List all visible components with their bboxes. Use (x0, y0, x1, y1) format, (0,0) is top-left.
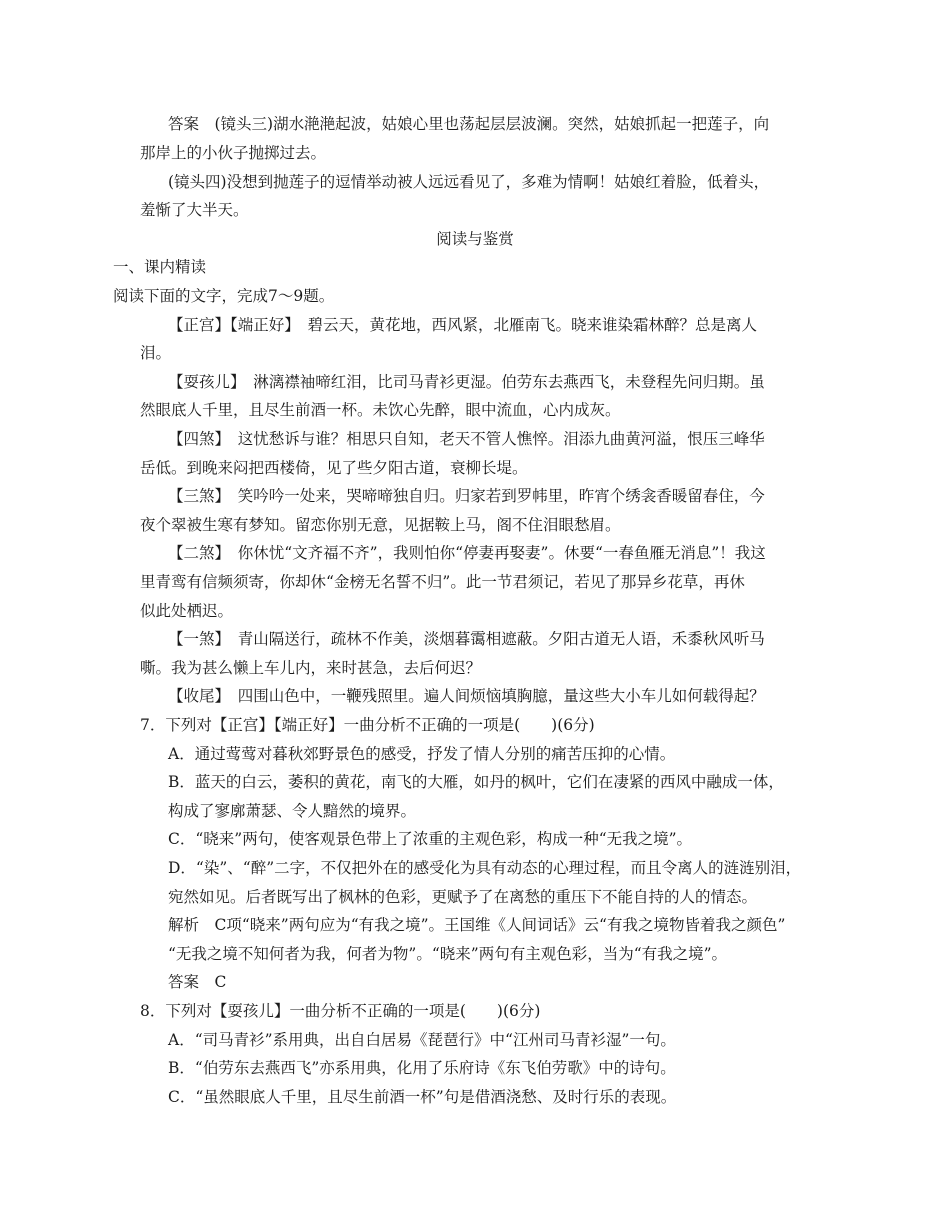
q7-answer: 答案 C (168, 973, 227, 991)
poem-line: 【一煞】 青山隔送行，疏林不作美，淡烟暮霭相遮蔽。夕阳古道无人语，禾黍秋风听马 (168, 630, 765, 648)
q7-option-d-cont: 宛然如见。后者既写出了枫林的色彩，更赋予了在离愁的重压下不能自持的人的情态。 (168, 888, 758, 906)
question-7-stem: 7．下列对【正宫】【端正好】一曲分析不正确的一项是( )(6分) (140, 716, 595, 734)
q7-option-c: C．“晓来”两句，使客观景色带上了浓重的主观色彩，构成一种“无我之境”。 (168, 830, 693, 848)
q7-option-a: A．通过莺莺对暮秋郊野景色的感受，抒发了情人分别的痛苦压抑的心情。 (168, 745, 676, 763)
q8-option-a: A．“司马青衫”系用典，出自白居易《琵琶行》中“江州司马青衫湿”一句。 (168, 1031, 676, 1049)
question-8-stem: 8．下列对【耍孩儿】一曲分析不正确的一项是( )(6分) (140, 1002, 541, 1020)
section-title: 阅读与鉴赏 (436, 230, 514, 248)
instruction: 阅读下面的文字，完成7～9题。 (113, 287, 335, 305)
q7-analysis: 解析 C项“晓来”两句应为“有我之境”。王国维《人间词话》云“有我之境物皆着我之颜色” (168, 916, 786, 934)
answer-line: 答案 (镜头三)湖水滟滟起波，姑娘心里也荡起层层波澜。突然，姑娘抓起一把莲子，向 (168, 115, 770, 133)
poem-line: 【收尾】 四围山色中，一鞭残照里。遍人间烦恼填胸臆，量这些大小车儿如何载得起？ (168, 687, 765, 705)
answer-line: 那岸上的小伙子抛掷过去。 (140, 144, 327, 162)
poem-line: 夜个翠被生寒有梦知。留恋你别无意，见据鞍上马，阁不住泪眼愁眉。 (140, 516, 621, 534)
poem-line: 嘶。我为甚么懒上车儿内，来时甚急，去后何迟？ (140, 659, 482, 677)
part-heading: 一、课内精读 (113, 258, 207, 276)
poem-line: 似此处栖迟。 (140, 602, 234, 620)
poem-line: 【四煞】 这忧愁诉与谁？相思只自知，老天不管人憔悴。泪添九曲黄河溢，恨压三峰华 (168, 430, 765, 448)
poem-line: 泪。 (140, 344, 172, 362)
q8-option-b: B．“伯劳东去燕西飞”亦系用典，化用了乐府诗《东飞伯劳歌》中的诗句。 (168, 1059, 676, 1077)
answer-line: (镜头四)没想到抛莲子的逗情举动被人远远看见了，多难为情啊！姑娘红着脸，低着头， (168, 173, 770, 191)
q7-option-b-cont: 构成了寥廓萧瑟、令人黯然的境界。 (168, 802, 417, 820)
answer-line: 羞惭了大半天。 (140, 201, 249, 219)
poem-line: 然眼底人千里，且尽生前酒一杯。未饮心先醉，眼中流血，心内成灰。 (140, 401, 621, 419)
q7-analysis-cont: “无我之境不知何者为我，何者为物”。“晓来”两句有主观色彩，当为“有我之境”。 (168, 945, 728, 963)
q7-option-d: D．“染”、“醉”二字，不仅把外在的感受化为具有动态的心理过程，而且令离人的涟涟别泪， (168, 859, 802, 877)
poem-line: 里青鸾有信频须寄，你却休“金榜无名誓不归”。此一节君须记，若见了那异乡花草，再休 (140, 573, 745, 591)
poem-line: 【正宫】【端正好】 碧云天，黄花地，西风紧，北雁南飞。晓来谁染霜林醉？总是离人 (168, 316, 758, 334)
poem-line: 【二煞】 你休忧“文齐福不齐”，我则怕你“停妻再娶妻”。休要“一春鱼雁无消息”！我这 (168, 544, 766, 562)
poem-line: 岳低。到晚来闷把西楼倚，见了些夕阳古道，衰柳长堤。 (140, 459, 528, 477)
q8-option-c: C．“虽然眼底人千里，且尽生前酒一杯”句是借酒浇愁、及时行乐的表现。 (168, 1088, 677, 1106)
q7-option-b: B．蓝天的白云，萎积的黄花，南飞的大雁，如丹的枫叶，它们在凄紧的西风中融成一体， (168, 773, 784, 791)
poem-line: 【耍孩儿】 淋漓襟袖啼红泪，比司马青衫更湿。伯劳东去燕西飞，未登程先问归期。虽 (168, 373, 765, 391)
poem-line: 【三煞】 笑吟吟一处来，哭啼啼独自归。归家若到罗帏里，昨宵个绣衾香暖留春住，今 (168, 487, 765, 505)
